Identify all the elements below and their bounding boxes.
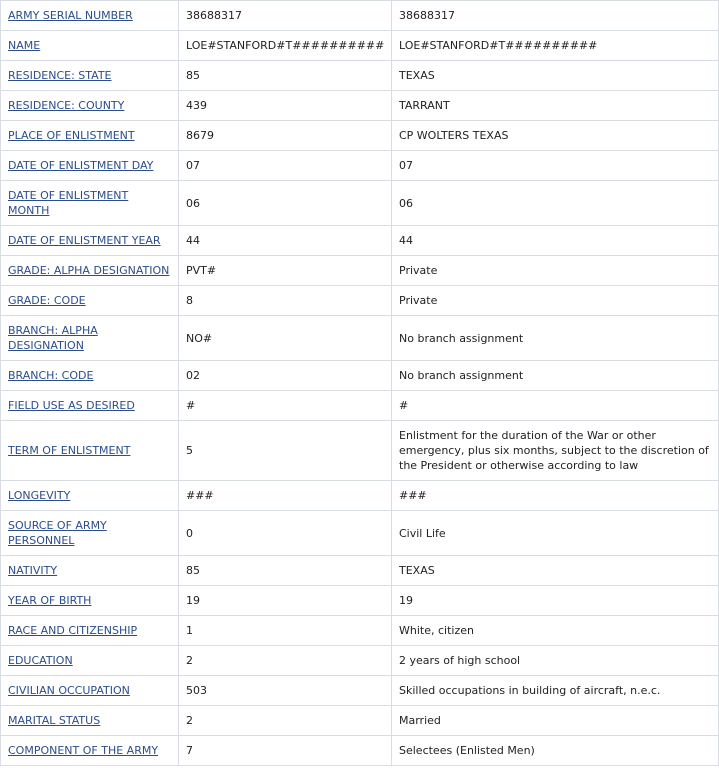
table-row <box>1 361 719 391</box>
table-row <box>1 511 719 556</box>
meaning-value-cell: Private <box>392 286 719 316</box>
meaning-value-cell: 2 years of high school <box>392 646 719 676</box>
field-name-cell <box>1 316 179 361</box>
code-value-cell: 02 <box>179 361 392 391</box>
code-value-cell: 439 <box>179 91 392 121</box>
code-value-cell: 503 <box>179 676 392 706</box>
code-value-cell: NO# <box>179 316 392 361</box>
meaning-value-cell: 19 <box>392 586 719 616</box>
code-value-cell: 5 <box>179 421 392 481</box>
field-name-cell <box>1 61 179 91</box>
code-value-cell: # <box>179 391 392 421</box>
field-name-link[interactable]: NATIVITY <box>8 564 58 577</box>
field-name-link[interactable]: EDUCATION <box>8 654 73 667</box>
field-name-cell <box>1 151 179 181</box>
field-name-link[interactable]: RESIDENCE: STATE <box>8 69 112 82</box>
field-name-cell <box>1 181 179 226</box>
field-name-cell <box>1 646 179 676</box>
table-row <box>1 286 719 316</box>
meaning-value-cell: No branch assignment <box>392 316 719 361</box>
field-name-link[interactable]: COMPONENT OF THE ARMY <box>8 744 159 757</box>
code-value-cell: PVT# <box>179 256 392 286</box>
meaning-value-cell: No branch assignment <box>392 361 719 391</box>
meaning-value-cell: # <box>392 391 719 421</box>
field-name-cell <box>1 556 179 586</box>
field-name-link[interactable]: BRANCH: ALPHA DESIGNATION <box>8 324 98 352</box>
table-row <box>1 61 719 91</box>
table-row <box>1 391 719 421</box>
table-row <box>1 676 719 706</box>
table-row <box>1 616 719 646</box>
code-value-cell: 8 <box>179 286 392 316</box>
table-row <box>1 91 719 121</box>
field-name-cell <box>1 736 179 766</box>
meaning-value-cell: 38688317 <box>392 1 719 31</box>
field-name-link[interactable]: PLACE OF ENLISTMENT <box>8 129 135 142</box>
field-name-link[interactable]: RESIDENCE: COUNTY <box>8 99 125 112</box>
meaning-value-cell: LOE#STANFORD#T########## <box>392 31 719 61</box>
meaning-value-cell: TEXAS <box>392 61 719 91</box>
code-value-cell: 1 <box>179 616 392 646</box>
table-row <box>1 316 719 361</box>
meaning-value-cell: Married <box>392 706 719 736</box>
code-value-cell: 0 <box>179 511 392 556</box>
field-name-cell <box>1 226 179 256</box>
meaning-value-cell: Private <box>392 256 719 286</box>
meaning-value-cell: Civil Life <box>392 511 719 556</box>
field-name-cell <box>1 391 179 421</box>
field-name-cell <box>1 511 179 556</box>
meaning-value-cell: TEXAS <box>392 556 719 586</box>
field-name-link[interactable]: ARMY SERIAL NUMBER <box>8 9 133 22</box>
code-value-cell: 2 <box>179 646 392 676</box>
field-name-cell <box>1 256 179 286</box>
table-row <box>1 646 719 676</box>
record-table-body <box>1 1 719 766</box>
table-row <box>1 481 719 511</box>
code-value-cell: 8679 <box>179 121 392 151</box>
field-name-link[interactable]: GRADE: ALPHA DESIGNATION <box>8 264 170 277</box>
field-name-cell <box>1 616 179 646</box>
meaning-value-cell: 06 <box>392 181 719 226</box>
field-name-link[interactable]: CIVILIAN OCCUPATION <box>8 684 130 697</box>
field-name-cell <box>1 286 179 316</box>
table-row <box>1 121 719 151</box>
table-row <box>1 421 719 481</box>
table-row <box>1 151 719 181</box>
table-row <box>1 556 719 586</box>
table-row <box>1 1 719 31</box>
meaning-value-cell: Selectees (Enlisted Men) <box>392 736 719 766</box>
field-name-cell <box>1 481 179 511</box>
field-name-cell <box>1 421 179 481</box>
code-value-cell: 07 <box>179 151 392 181</box>
field-name-link[interactable]: SOURCE OF ARMY PERSONNEL <box>8 519 107 547</box>
field-name-cell <box>1 586 179 616</box>
meaning-value-cell: Skilled occupations in building of aircraft, n.e.c. <box>392 676 719 706</box>
code-value-cell: 85 <box>179 556 392 586</box>
field-name-cell <box>1 121 179 151</box>
code-value-cell: ### <box>179 481 392 511</box>
code-value-cell: 19 <box>179 586 392 616</box>
field-name-link[interactable]: TERM OF ENLISTMENT <box>8 444 131 457</box>
meaning-value-cell: ### <box>392 481 719 511</box>
code-value-cell: 7 <box>179 736 392 766</box>
field-name-link[interactable]: DATE OF ENLISTMENT YEAR <box>8 234 161 247</box>
meaning-value-cell: Enlistment for the duration of the War or other emergency, plus six months, subject to the discretion of the President or otherwise according to law <box>392 421 719 481</box>
code-value-cell: 44 <box>179 226 392 256</box>
field-name-cell <box>1 31 179 61</box>
field-name-link[interactable]: YEAR OF BIRTH <box>8 594 92 607</box>
code-value-cell: 38688317 <box>179 1 392 31</box>
field-name-cell <box>1 361 179 391</box>
field-name-link[interactable]: BRANCH: CODE <box>8 369 94 382</box>
table-row <box>1 706 719 736</box>
meaning-value-cell: 44 <box>392 226 719 256</box>
code-value-cell: 2 <box>179 706 392 736</box>
field-name-cell <box>1 91 179 121</box>
table-row <box>1 181 719 226</box>
table-row <box>1 31 719 61</box>
field-name-cell <box>1 676 179 706</box>
field-name-link[interactable]: DATE OF ENLISTMENT MONTH <box>8 189 129 217</box>
field-name-link[interactable]: LONGEVITY <box>8 489 71 502</box>
code-value-cell: 06 <box>179 181 392 226</box>
table-row <box>1 226 719 256</box>
field-name-cell <box>1 706 179 736</box>
meaning-value-cell: CP WOLTERS TEXAS <box>392 121 719 151</box>
meaning-value-cell: 07 <box>392 151 719 181</box>
field-name-link[interactable]: DATE OF ENLISTMENT DAY <box>8 159 154 172</box>
field-name-link[interactable]: NAME <box>8 39 41 52</box>
field-name-link[interactable]: MARITAL STATUS <box>8 714 101 727</box>
table-row <box>1 586 719 616</box>
table-row <box>1 736 719 766</box>
table-row <box>1 256 719 286</box>
meaning-value-cell: TARRANT <box>392 91 719 121</box>
code-value-cell: LOE#STANFORD#T########## <box>179 31 392 61</box>
meaning-value-cell: White, citizen <box>392 616 719 646</box>
code-value-cell: 85 <box>179 61 392 91</box>
field-name-link[interactable]: FIELD USE AS DESIRED <box>8 399 135 412</box>
field-name-cell <box>1 1 179 31</box>
field-name-link[interactable]: RACE AND CITIZENSHIP <box>8 624 138 637</box>
field-name-link[interactable]: GRADE: CODE <box>8 294 86 307</box>
